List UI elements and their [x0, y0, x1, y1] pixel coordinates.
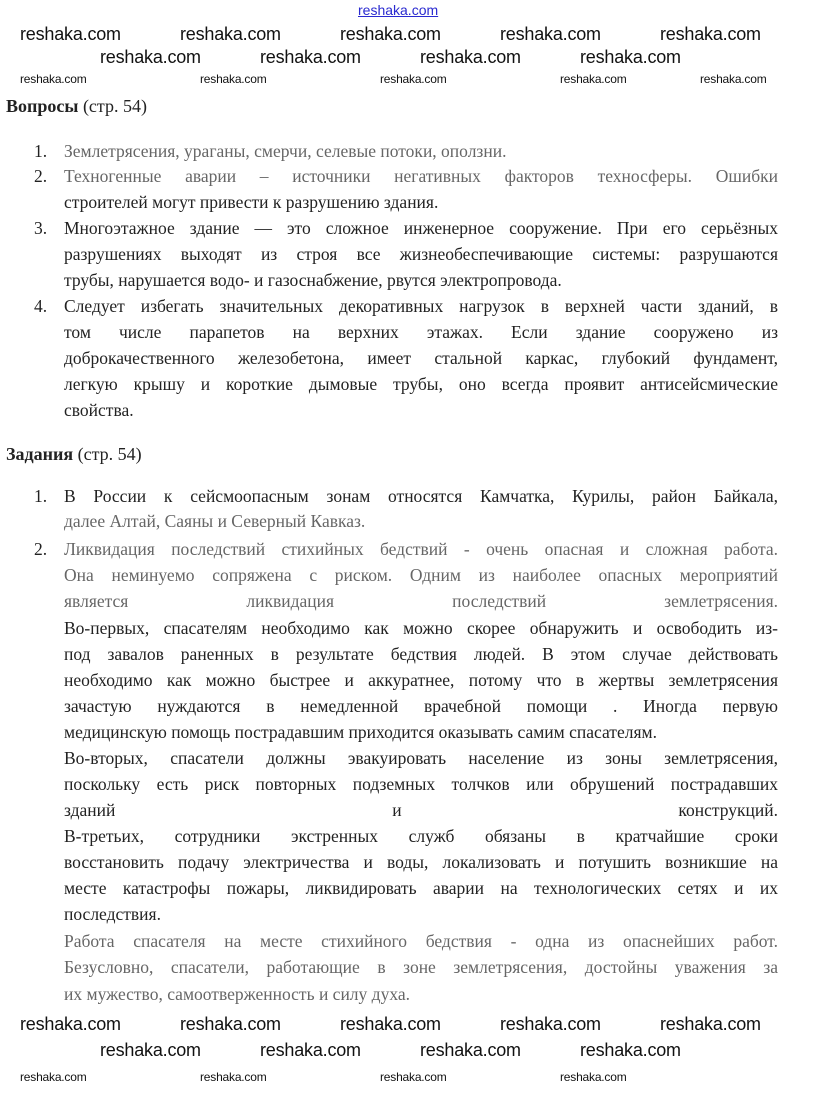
watermark: reshaka.com: [20, 72, 87, 86]
watermark: reshaka.com: [20, 1070, 87, 1084]
text-line: доброкачественного железобетона, имеет стальной каркас, глубокий фундамент,: [64, 348, 778, 368]
watermark: reshaka.com: [100, 47, 201, 67]
text-line: Безусловно, спасатели, работающие в зоне землетрясения, достойны уважения за: [64, 957, 778, 977]
text-line: Многоэтажное здание — это сложное инженерное сооружение. При его серьёзных: [64, 218, 778, 238]
item-number: 1.: [34, 141, 48, 161]
tasks-heading: [6, 444, 142, 464]
text-line: под завалов раненных в результате бедствия людей. В этом случае действовать: [64, 644, 778, 664]
text-line: поскольку есть риск повторных подземных толчков или обрушений пострадавших: [64, 774, 778, 794]
watermark: reshaka.com: [180, 1014, 281, 1034]
text-line: последствия.: [64, 904, 161, 924]
watermark: reshaka.com: [340, 24, 441, 44]
watermark: reshaka.com: [500, 24, 601, 44]
watermark: reshaka.com: [20, 24, 121, 44]
text-line: Следует избегать значительных декоративных нагрузок в верхней части зданий, в: [64, 296, 778, 316]
watermark: reshaka.com: [200, 1070, 267, 1084]
heading-page-ref: (стр. 54): [82, 96, 148, 116]
text-line: необходимо как можно быстрее и аккуратнее, потому что в жертвы землетрясения: [64, 670, 778, 690]
watermark: reshaka.com: [420, 47, 521, 67]
text-line: Работа спасателя на месте стихийного бедствия - одна из опаснейших работ.: [64, 931, 778, 951]
text-line: легкую крышу и короткие дымовые трубы, оно всегда проявит антисейсмические: [64, 374, 778, 394]
heading-title: Задания: [6, 444, 74, 464]
text-line: Она неминуемо сопряжена с риском. Одним из наиболее опасных мероприятий: [64, 565, 778, 585]
text-line: их мужество, самоотверженность и силу духа.: [64, 984, 410, 1004]
text-line: Во-вторых, спасатели должны эвакуировать население из зоны землетрясения,: [64, 748, 778, 768]
text-line: зданий и конструкций.: [64, 800, 778, 820]
item-number: 4.: [34, 296, 48, 316]
text-line: является ликвидация последствий землетрясения.: [64, 591, 778, 611]
watermark: reshaka.com: [20, 1014, 121, 1034]
watermark: reshaka.com: [420, 1040, 521, 1060]
text-line: Ликвидация последствий стихийных бедствий - очень опасная и сложная работа.: [64, 539, 778, 559]
item-number: 1.: [34, 486, 48, 506]
watermark: reshaka.com: [180, 24, 281, 44]
text-line: В-третьих, сотрудники экстренных служб обязаны в кратчайшие сроки: [64, 826, 778, 846]
watermark: reshaka.com: [700, 72, 767, 86]
text-line: строителей могут привести к разрушению здания.: [64, 192, 439, 212]
watermark: reshaka.com: [260, 47, 361, 67]
watermark: reshaka.com: [560, 1070, 627, 1084]
text-line: том числе парапетов на верхних этажах. Если здание сооружено из: [64, 322, 778, 342]
watermark: reshaka.com: [660, 24, 761, 44]
watermark: reshaka.com: [380, 1070, 447, 1084]
watermark: reshaka.com: [340, 1014, 441, 1034]
heading-title: Вопросы: [6, 96, 79, 116]
item-number: 2.: [34, 166, 48, 186]
watermark: reshaka.com: [580, 1040, 681, 1060]
text-line: разрушениях выходят из строя все жизнеобеспечивающие системы: разрушаются: [64, 244, 778, 264]
questions-heading: [6, 96, 147, 116]
heading-page-ref: (стр. 54): [77, 444, 142, 464]
text-line: далее Алтай, Саяны и Северный Кавказ.: [64, 511, 366, 531]
text-line: восстановить подачу электричества и воды, локализовать и потушить возникшие на: [64, 852, 778, 872]
text-line: трубы, нарушается водо- и газоснабжение, рвутся электропровода.: [64, 270, 562, 290]
watermark: reshaka.com: [500, 1014, 601, 1034]
watermark: reshaka.com: [100, 1040, 201, 1060]
text-line: Землетрясения, ураганы, смерчи, селевые потоки, оползни.: [64, 141, 507, 161]
watermark: reshaka.com: [660, 1014, 761, 1034]
watermark: reshaka.com: [260, 1040, 361, 1060]
watermark: reshaka.com: [200, 72, 267, 86]
text-line: зачастую нуждаются в немедленной врачебной помощи . Иногда первую: [64, 696, 778, 716]
watermark: reshaka.com: [560, 72, 627, 86]
site-link[interactable]: reshaka.com: [358, 2, 439, 18]
text-line: месте катастрофы пожары, ликвидировать аварии на технологических сетях и их: [64, 878, 778, 898]
watermark: reshaka.com: [580, 47, 681, 67]
text-line: свойства.: [64, 400, 134, 420]
text-line: Во-первых, спасателям необходимо как можно скорее обнаружить и освободить из-: [64, 618, 778, 638]
text-line: Техногенные аварии – источники негативных факторов техносферы. Ошибки: [64, 166, 778, 186]
item-number: 2.: [34, 539, 48, 559]
watermark: reshaka.com: [380, 72, 447, 86]
text-line: В России к сейсмоопасным зонам относятся Камчатка, Курилы, район Байкала,: [64, 486, 778, 506]
text-line: медицинскую помощь пострадавшим приходится оказывать самим спасателям.: [64, 722, 657, 742]
item-number: 3.: [34, 218, 48, 238]
